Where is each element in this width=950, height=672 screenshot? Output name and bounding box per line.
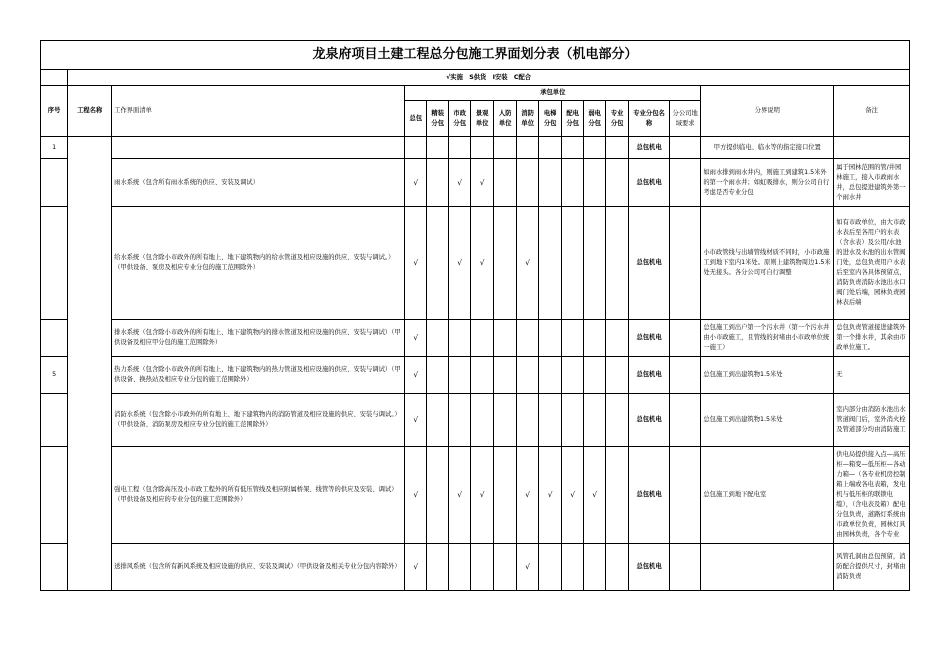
- check-mark: [427, 320, 449, 357]
- check-mark: [562, 207, 584, 320]
- header-general: 总包: [405, 101, 427, 137]
- row-scope: 送排风系统（包含所有新风系统及相应设施的供应、安装及调试）（甲供设备及相关专业分包内容除外）: [112, 544, 405, 591]
- row-scope: 给水系统（包含除小市政外的所有地上、地下建筑物内的给水管道及相应设施的供应、安装与调试。）（甲供设备、泵房及相应专业分包的施工范围除外）: [112, 207, 405, 320]
- check-mark: [427, 447, 449, 544]
- check-mark: [494, 320, 517, 357]
- row-branch-req: [669, 137, 700, 159]
- check-mark: √: [405, 207, 427, 320]
- row-scope: 雨水系统（包含所有雨水系统的供应、安装及调试）: [112, 159, 405, 207]
- check-mark: [539, 207, 562, 320]
- table-row: [41, 320, 910, 357]
- check-mark: √: [405, 159, 427, 207]
- check-mark: [517, 394, 539, 447]
- check-mark: [449, 320, 471, 357]
- check-mark: [517, 137, 539, 159]
- check-mark: [449, 357, 471, 394]
- header-power-dist: 配电分包: [562, 101, 584, 137]
- check-mark: [405, 137, 427, 159]
- check-mark: [427, 207, 449, 320]
- check-mark: √: [405, 544, 427, 591]
- row-seq: [41, 447, 68, 544]
- check-mark: [584, 207, 606, 320]
- check-mark: √: [517, 447, 539, 544]
- check-mark: √: [517, 544, 539, 591]
- check-mark: √: [471, 207, 494, 320]
- row-division-desc: 如雨水排到雨水井内，则施工到建筑1.5米外的第一个雨水井；如虹吸排水，则分公司自行考虑是否专业分包: [701, 159, 834, 207]
- row-branch-req: [669, 447, 700, 544]
- check-mark: [562, 394, 584, 447]
- check-mark: [606, 394, 629, 447]
- header-specialty: 专业分包: [606, 101, 629, 137]
- table-row: [41, 357, 910, 394]
- check-mark: [606, 320, 629, 357]
- row-specialty-name: 总包机电: [629, 394, 670, 447]
- project-name-cell: [68, 137, 112, 591]
- check-mark: [584, 394, 606, 447]
- check-mark: [606, 357, 629, 394]
- check-mark: [471, 357, 494, 394]
- row-division-desc: 总包施工到出建筑物1.5米处: [701, 357, 834, 394]
- row-division-desc: 甲方提供临电、临水等的指定接口位置: [701, 137, 834, 159]
- check-mark: √: [449, 207, 471, 320]
- row-division-desc: 总包施工到出户第一个污水井（第一个污水井由小市政施工，且管线的封堵由小市政单位统一施工）: [701, 320, 834, 357]
- check-mark: [494, 357, 517, 394]
- check-mark: [517, 357, 539, 394]
- check-mark: [471, 320, 494, 357]
- header-seq: 序号: [41, 86, 68, 137]
- check-mark: [427, 394, 449, 447]
- header-scope: 工作界面清单: [112, 86, 405, 137]
- check-mark: [494, 394, 517, 447]
- check-mark: √: [405, 394, 427, 447]
- check-mark: [471, 137, 494, 159]
- check-mark: [539, 159, 562, 207]
- check-mark: [427, 137, 449, 159]
- row-branch-req: [669, 394, 700, 447]
- legend: √实施 S供货 I安装 C配合: [68, 70, 910, 86]
- table-row: [41, 207, 910, 320]
- check-mark: √: [471, 447, 494, 544]
- row-branch-req: [669, 159, 700, 207]
- table-row: [41, 137, 910, 159]
- header-elevator: 电梯分包: [539, 101, 562, 137]
- check-mark: [606, 137, 629, 159]
- header-remarks: 备注: [834, 86, 910, 137]
- header-municipal: 市政分包: [449, 101, 471, 137]
- row-scope: 强电工程（包含除高压及小市政工程外的所有低压管线及相应附属桥架、线管等的供应及安装、调试）（甲供设备及相应的专业分包的施工范围除外）: [112, 447, 405, 544]
- check-mark: [562, 357, 584, 394]
- check-mark: [449, 137, 471, 159]
- row-remarks: 供电局提供接入点—高压柜—箱变—低压柜—各动力箱—（各专业机房控制箱上端或各电表箱，发电机与低压柜的联锁电缆），（含电表及箱）配电分包负责，道路灯系统由市政单位负责，园林灯具由园林负责，各个专业: [834, 447, 910, 544]
- row-scope: 排水系统（包含除小市政外的所有地上、地下建筑物内的排水管道及相应设施的供应、安装与调试）（甲供设备及相应甲分包的施工范围除外）: [112, 320, 405, 357]
- check-mark: √: [405, 357, 427, 394]
- row-specialty-name: 总包机电: [629, 320, 670, 357]
- row-specialty-name: 总包机电: [629, 447, 670, 544]
- check-mark: [517, 320, 539, 357]
- data-rows: [41, 137, 910, 591]
- header-low-voltage: 弱电分包: [584, 101, 606, 137]
- row-seq: 1: [41, 137, 68, 159]
- check-mark: [494, 447, 517, 544]
- row-seq: 5: [41, 357, 68, 394]
- row-specialty-name: 总包机电: [629, 137, 670, 159]
- title-row: [41, 41, 910, 70]
- header-row-1: [41, 86, 910, 101]
- check-mark: [494, 137, 517, 159]
- row-specialty-name: 总包机电: [629, 544, 670, 591]
- check-mark: [471, 544, 494, 591]
- check-mark: [494, 159, 517, 207]
- row-seq: [41, 207, 68, 320]
- table-row: [41, 544, 910, 591]
- header-division-desc: 分界说明: [701, 86, 834, 137]
- row-remarks: 属于园林范围的管/井园林施工，接入市政雨水井，总包提进建筑外第一个雨水井: [834, 159, 910, 207]
- check-mark: [539, 357, 562, 394]
- row-remarks: 无: [834, 357, 910, 394]
- row-remarks: 风管孔洞由总包预留，消防配合提供尺寸，封堵由消防负责: [834, 544, 910, 591]
- legend-row: [41, 70, 910, 86]
- check-mark: √: [584, 447, 606, 544]
- check-mark: [606, 207, 629, 320]
- row-branch-req: [669, 320, 700, 357]
- row-division-desc: [701, 544, 834, 591]
- check-mark: √: [539, 447, 562, 544]
- header-project-name: 工程名称: [68, 86, 112, 137]
- row-branch-req: [669, 544, 700, 591]
- row-seq: [41, 320, 68, 357]
- check-mark: [584, 137, 606, 159]
- check-mark: [539, 394, 562, 447]
- row-division-desc: 总包施工到出建筑物1.5米处: [701, 394, 834, 447]
- check-mark: [562, 159, 584, 207]
- check-mark: [517, 159, 539, 207]
- check-mark: [539, 320, 562, 357]
- row-branch-req: [669, 207, 700, 320]
- check-mark: √: [405, 447, 427, 544]
- check-mark: [584, 544, 606, 591]
- check-mark: [606, 544, 629, 591]
- row-seq: [41, 159, 68, 207]
- check-mark: [539, 544, 562, 591]
- table-row: [41, 394, 910, 447]
- row-remarks: 如有市政单位，由大市政水表后至各用户的水表（含水表）及公用/水池的进水及水池的出水管阀门处，总包负责用户水表后至室内各具体预留点，消防负责消防水池出水口阀门处后端，园林负责园林表后端: [834, 207, 910, 320]
- check-mark: [427, 357, 449, 394]
- table-title: 龙泉府项目土建工程总分包施工界面划分表（机电部分）: [41, 41, 910, 70]
- row-specialty-name: 总包机电: [629, 357, 670, 394]
- division-table: [40, 40, 910, 591]
- check-mark: [562, 544, 584, 591]
- header-fire: 消防单位: [517, 101, 539, 137]
- check-mark: √: [517, 207, 539, 320]
- check-mark: [427, 544, 449, 591]
- row-branch-req: [669, 357, 700, 394]
- row-seq: [41, 394, 68, 447]
- header-contractor-unit: 承包单位: [405, 86, 701, 101]
- check-mark: [584, 159, 606, 207]
- check-mark: [427, 159, 449, 207]
- check-mark: [539, 137, 562, 159]
- check-mark: [606, 159, 629, 207]
- check-mark: [584, 357, 606, 394]
- table-row: [41, 159, 910, 207]
- check-mark: [562, 137, 584, 159]
- check-mark: [494, 544, 517, 591]
- check-mark: √: [562, 447, 584, 544]
- header-finishing: 精装分包: [427, 101, 449, 137]
- check-mark: √: [449, 447, 471, 544]
- row-scope: 热力系统（包含除小市政外的所有地上、地下建筑物内的热力管道及相应设施的供应、安装与调试）（甲供设备、换热站及相应专业分包的施工范围除外）: [112, 357, 405, 394]
- row-scope: [112, 137, 405, 159]
- row-specialty-name: 总包机电: [629, 207, 670, 320]
- row-specialty-name: 总包机电: [629, 159, 670, 207]
- header-branch-req: 分公司地域要求: [669, 101, 700, 137]
- check-mark: [606, 447, 629, 544]
- row-division-desc: 小市政管线与出墙管线材质不同时，小市政施工到地下室内1米处。原则上建筑物周边1.5米处无接头。各分公司可自行调整: [701, 207, 834, 320]
- check-mark: [584, 320, 606, 357]
- row-remarks: 室内部分由消防水池出水管道阀门后，室外消火栓及管道部分均由消防施工: [834, 394, 910, 447]
- check-mark: [494, 207, 517, 320]
- row-division-desc: 总包施工到地下配电室: [701, 447, 834, 544]
- row-seq: [41, 544, 68, 591]
- check-mark: √: [471, 159, 494, 207]
- row-remarks: [834, 137, 910, 159]
- header-civil-defense: 人防单位: [494, 101, 517, 137]
- check-mark: √: [405, 320, 427, 357]
- check-mark: [449, 394, 471, 447]
- row-remarks: 总包负责管道接进建筑外第一个排水井，其余由市政单位施工。: [834, 320, 910, 357]
- row-scope: 消防水系统（包含除小市政外的所有地上、地下建筑物内的消防管道及相应设施的供应、安装与调试。）（甲供设备、消防泵房及相应专业分包的施工范围除外）: [112, 394, 405, 447]
- check-mark: [449, 544, 471, 591]
- header-landscape: 景观单位: [471, 101, 494, 137]
- table-row: [41, 447, 910, 544]
- check-mark: √: [449, 159, 471, 207]
- header-specialty-name: 专业分包名称: [629, 101, 670, 137]
- check-mark: [471, 394, 494, 447]
- check-mark: [562, 320, 584, 357]
